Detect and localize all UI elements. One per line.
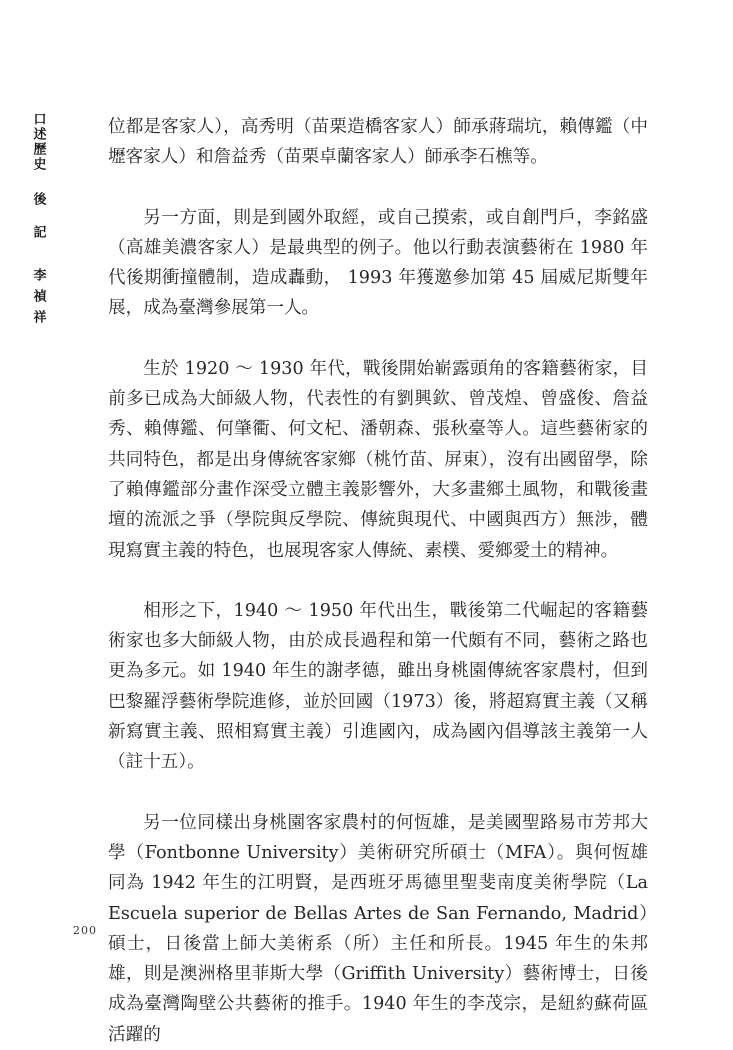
section-title: 後記 — [30, 192, 46, 258]
paragraph-3: 生於 1920 ～ 1930 年代，戰後開始嶄露頭角的客籍藝術家，目前多已成為大師級人物，代表性的有劉興欽、曾茂煌、曾盛俊、詹益秀、賴傳鑑、何肇衢、何文杞、潘朝森、張秋臺等人。這些藝術家的共同特色，都是出身傳統客家鄉（桃竹苗、屏東），沒有出國留學，除了賴傳鑑部分畫作深受立體主義影響外，大多畫鄉土風物，和戰後畫壇的流派之爭（學院與反學院、傳統與現代、中國與西方）無涉，體現寫實主義的特色，也展現客家人傳統、素樸、愛鄉愛土的精神。 — [108, 358, 648, 561]
paragraph-2: 另一方面，則是到國外取經，或自己摸索，或自創門戶，李銘盛（高雄美濃客家人）是最典型的例子。他以行動表演藝術在 1980 年代後期衝撞體制，造成轟動， 1993 年獲邀參加第 45 屆威尼斯雙年展，成為臺灣參展第一人。 — [108, 207, 648, 319]
chapter-side-tab — [26, 112, 50, 331]
page-number: 200 — [73, 924, 97, 937]
paragraph-4: 相形之下，1940 ～ 1950 年代出生，戰後第二代崛起的客籍藝術家也多大師級人物，由於成長過程和第一代頗有不同，藝術之路也更為多元。如 1940 年生的謝孝德，雖出身桃園傳統客家農村，但到巴黎羅浮藝術學院進修，並於回國（1973）後，將超寫實主義（又稱新寫實主義、照相寫實主義）引進國內，成為國內倡導該主義第一人（註十五）。 — [108, 600, 648, 773]
author-name: 李禎祥 — [30, 268, 46, 331]
body-text — [108, 112, 648, 1050]
series-title: 口述歷史 — [30, 112, 46, 172]
paragraph-1: 位都是客家人），高秀明（苗栗造橋客家人）師承蔣瑞坑，賴傳鑑（中壢客家人）和詹益秀（苗栗卓蘭客家人）師承李石樵等。 — [108, 117, 648, 168]
paragraph-5: 另一位同樣出身桃園客家農村的何恆雄，是美國聖路易市芳邦大學（Fontbonne University）美術研究所碩士（MFA）。與何恆雄同為 1942 年生的江明賢，是西班牙馬德里聖斐南度美術學院（La Escuela superior de Bellas Artes de San Fernando, Madrid）碩士，日後當上師大美術系（所）主任和所長。1945 年生的朱邦雄，則是澳洲格里菲斯大學（Griffith University）藝術博士，日後成為臺灣陶壁公共藝術的推手。1940 年生的李茂宗，是紐約蘇荷區活躍的 — [108, 812, 648, 1045]
